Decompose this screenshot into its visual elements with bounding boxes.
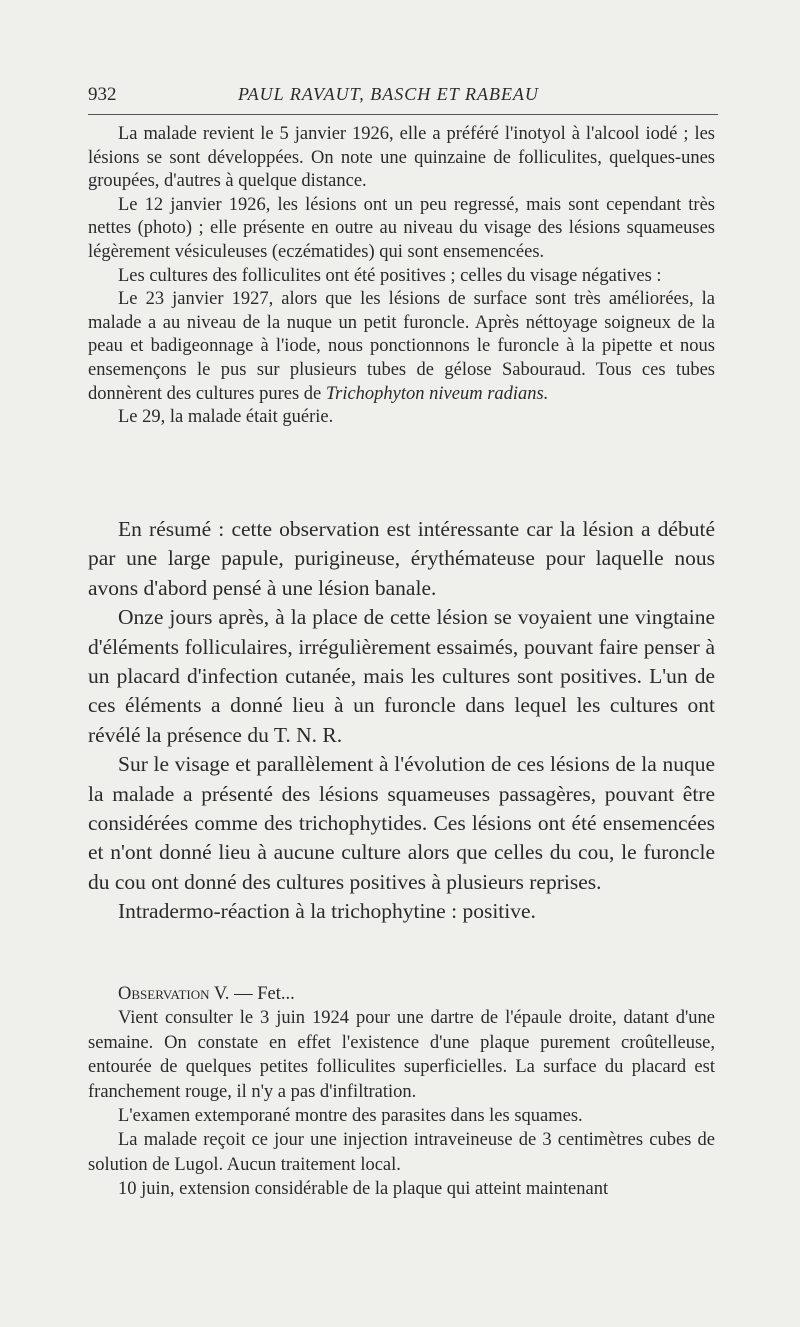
summary-section — [88, 515, 715, 927]
observation-v-section — [88, 982, 715, 1202]
running-head: PAUL RAVAUT, BASCH ET RABEAU — [238, 84, 539, 104]
summary-paragraph: Onze jours après, à la place de cette lésion se voyaient une vingtaine d'éléments folliculaires, irrégulièrement essaimés, pouvant faire penser à un placard d'infection cutanée, mais les cultures sont positives. L'un de ces éléments a donné lieu à un furoncle dans lequel les cultures ont révélé la présence du T. N. R. — [88, 605, 715, 747]
paragraph-jan23 — [88, 288, 715, 406]
observation-v-paragraph: 10 juin, extension considérable de la plaque qui atteint maintenant — [118, 1179, 609, 1200]
paragraph-healed: Le 29, la malade était guérie. — [118, 407, 334, 428]
header-rule — [88, 114, 718, 115]
paragraph-cultures: Les cultures des folliculites ont été positives ; celles du visage négatives : — [118, 265, 662, 286]
observation-v-patient: — Fet... — [229, 984, 295, 1004]
page-header — [88, 80, 718, 112]
case-continuation-section — [88, 123, 715, 430]
summary-paragraph: En résumé : cette observation est intéressante car la lésion a débuté par une large papule, purigineuse, érythémateuse pour laquelle nous avons d'abord pensé à une lésion banale. — [88, 517, 715, 600]
summary-paragraph: Sur le visage et parallèlement à l'évolution de ces lésions de la nuque la malade a présenté des lésions squameuses passagères, pouvant être considérées comme des trichophytides. Ces lésions ont été ensemencées et n'ont donné lieu à aucune culture alors que celles du cou, le furoncle du cou ont donné des cultures positives à plusieurs reprises. — [88, 752, 715, 894]
observation-v-title: Observation V. — [118, 984, 230, 1004]
summary-paragraph: Intradermo-réaction à la trichophytine : positive. — [118, 899, 536, 924]
paragraph-jan12: Le 12 janvier 1926, les lésions ont un peu regressé, mais sont cependant très nettes (photo) ; elle présente en outre au niveau du visage des lésions squameuses légèrement vésiculeuses (eczématides) qui sont ensemencées. — [88, 194, 715, 262]
observation-v-paragraph: Vient consulter le 3 juin 1924 pour une dartre de l'épaule droite, datant d'une semaine. On constate en effet l'existence d'une plaque purement croûtelleuse, entourée de quelques petites folliculites superficielles. La surface du placard est franchement rouge, il n'y a pas d'infiltration. — [88, 1008, 715, 1102]
observation-v-paragraph: La malade reçoit ce jour une injection intraveineuse de 3 centimètres cubes de solution de Lugol. Aucun traitement local. — [88, 1130, 715, 1175]
paragraph-jan5: La malade revient le 5 janvier 1926, elle a préféré l'inotyol à l'alcool iodé ; les lésions se sont développées. On note une quinzaine de folliculites, quelques-unes groupées, d'autres à quelque distance. — [88, 124, 715, 192]
page-number: 932 — [88, 84, 117, 105]
paragraph-jan23-text: Le 23 janvier 1927, alors que les lésions de surface sont très améliorées, la malade a au niveau de la nuque un petit furoncle. Après néttoyage soigneux de la peau et badigeonnage à l'iode, nous ponctionnons le furoncle à la pipette et nous ensemençons le pus sur plusieurs tubes de gélose Sabouraud. Tous ces tubes donnèrent des cultures pures de — [88, 289, 715, 404]
observation-v-heading — [88, 982, 715, 1006]
species-name: Trichophyton niveum radians. — [325, 383, 549, 404]
observation-v-paragraph: L'examen extemporané montre des parasites dans les squames. — [118, 1106, 583, 1127]
